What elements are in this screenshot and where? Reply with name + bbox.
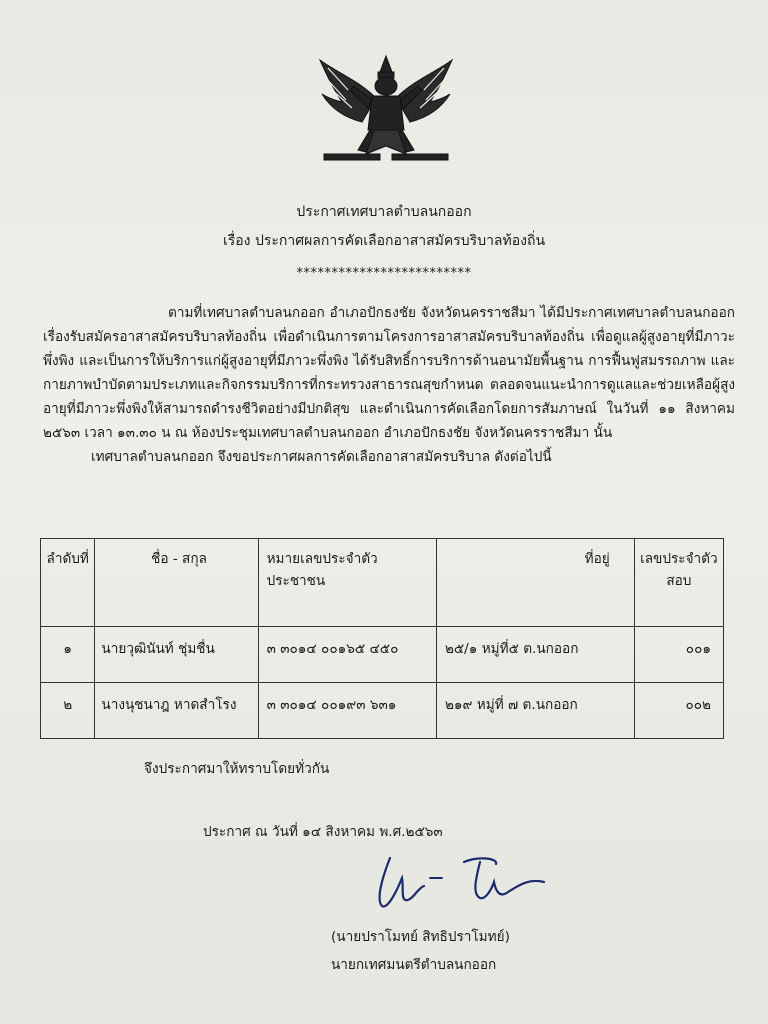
table-header-row — [41, 539, 724, 627]
header-exam-no: เลขประจำตัวสอบ — [634, 539, 723, 627]
separator: ************************* — [296, 266, 472, 281]
results-table — [40, 538, 724, 739]
header-address: ที่อยู่ — [436, 539, 634, 627]
cell-no: ๒ — [41, 683, 95, 739]
cell-id: ๓ ๓๐๑๔ ๐๐๑๙๓ ๖๓๑ — [258, 683, 436, 739]
header-name: ชื่อ - สกุล — [95, 539, 258, 627]
document-title: ประกาศเทศบาลตำบลนกออก — [296, 204, 472, 220]
cell-exam-no: ๐๐๒ — [634, 683, 723, 739]
body-paragraph: ตามที่เทศบาลตำบลนกออก อำเภอปักธงชัย จังหวัดนครราชสีมา ได้มีประกาศเทศบาลตำบลนกออก เรื่องรับสมัครอาสาสมัครบริบาลท้องถิ่น เพื่อดำเนินการตามโครงการอาสาสมัครบริบาลท้องถิ่น เพื่อดูแลผู้สูงอายุที่มีภาวะพึ่งพิง และเป็นการให้บริการแก่ผู้สูงอายุที่มีภาวะพึ่งพิง ได้รับสิทธิ์การบริการด้านอนามัยพื้นฐาน การฟื้นฟูสมรรถภาพ และกายภาพบำบัดตามประเภทและกิจกรรมบริการที่กระทรวงสาธารณสุขกำหนด ตลอดจนแนะนำการดูแลและช่วยเหลือผู้สูงอายุที่มีภาวะพึ่งพิงให้สามารถดำรงชีวิตอย่างมีปกติสุข และดำเนินการคัดเลือกโดยการสัมภาษณ์ ในวันที่ ๑๑ สิงหาคม ๒๕๖๓ เวลา ๑๓.๓๐ น ณ ห้องประชุมเทศบาลตำบลนกออก อำเภอปักธงชัย จังหวัดนครราชสีมา นั้น — [43, 305, 735, 441]
lead-in-text: เทศบาลตำบลนกออก จึงขอประกาศผลการคัดเลือกอาสาสมัครบริบาล ดังต่อไปนี้ — [91, 449, 552, 465]
signature-icon — [368, 848, 558, 918]
header-no: ลำดับที่ — [41, 539, 95, 627]
cell-id: ๓ ๓๐๑๔ ๐๐๑๖๕ ๔๕๐ — [258, 627, 436, 683]
garuda-emblem-icon — [318, 50, 454, 172]
signer-name: (นายปราโมทย์ สิทธิปราโมทย์) — [331, 929, 510, 945]
cell-name: นางนุชนาฎ หาดสำโรง — [95, 683, 258, 739]
cell-name: นายวุฒินันท์ ชุ่มชื่น — [95, 627, 258, 683]
cell-no: ๑ — [41, 627, 95, 683]
table-row — [41, 683, 724, 739]
cell-address: ๒๕/๑ หมู่ที่๕ ต.นกออก — [436, 627, 634, 683]
announcement-text: จึงประกาศมาให้ทราบโดยทั่วกัน — [144, 761, 330, 777]
signer-title: นายกเทศมนตรีตำบลนกออก — [331, 957, 497, 973]
cell-address: ๒๑๙ หมู่ที่ ๗ ต.นกออก — [436, 683, 634, 739]
body-text — [43, 301, 735, 469]
cell-exam-no: ๐๐๑ — [634, 627, 723, 683]
table-row — [41, 627, 724, 683]
header-id: หมายเลขประจำตัวประชาชน — [258, 539, 436, 627]
announcement-date: ประกาศ ณ วันที่ ๑๔ สิงหาคม พ.ศ.๒๕๖๓ — [203, 824, 443, 840]
document-subject: เรื่อง ประกาศผลการคัดเลือกอาสาสมัครบริบาลท้องถิ่น — [222, 233, 546, 249]
